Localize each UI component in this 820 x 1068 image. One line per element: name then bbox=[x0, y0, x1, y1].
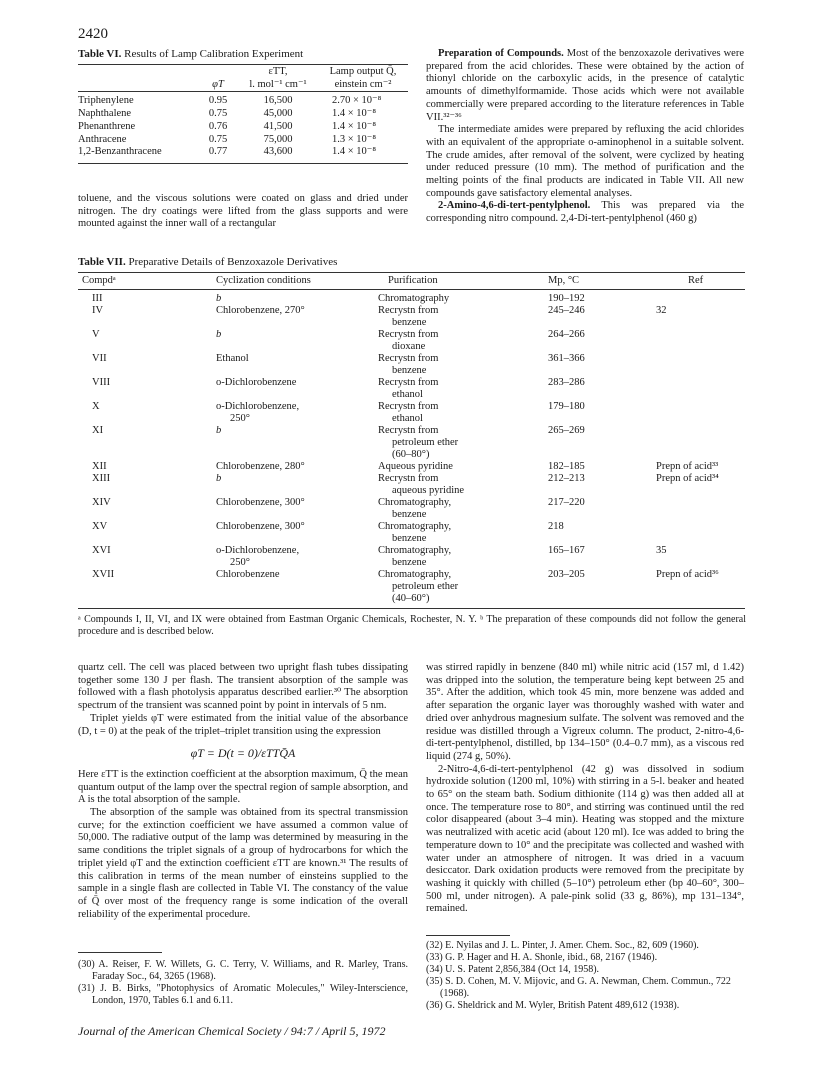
table6-header-row1 bbox=[78, 66, 408, 79]
prep-text: Most of the benzoxazole derivatives were prepared from the acid chlorides. These were obtained by the action of thionyl chloride on the carboxylic acids, in the presence of catalytic amounts of dimethylformamide. Those acids which were not available commercially were prepared according to the literature references in Table VII.³²⁻³⁶ bbox=[426, 48, 744, 123]
table7-row bbox=[78, 425, 745, 461]
table7-cell-cyclization bbox=[216, 521, 366, 545]
table7-purification-line: dioxane bbox=[392, 341, 426, 352]
table6-cell-lamp: 1.4 × 10⁻⁸ bbox=[332, 146, 376, 158]
table7-cell-compd: III bbox=[92, 293, 103, 304]
table6-header-eps-unit: l. mol⁻¹ cm⁻¹ bbox=[249, 78, 307, 90]
table7-cell-mp: 182–185 bbox=[548, 461, 585, 472]
table7-row bbox=[78, 353, 745, 377]
table6-cell-eps: 43,600 bbox=[263, 146, 293, 158]
table6-cell-eps: 41,500 bbox=[263, 120, 293, 132]
table6-cell-compound: Phenanthrene bbox=[78, 120, 136, 132]
table7-purification-line: Chromatography, bbox=[378, 521, 452, 532]
table7-purification-line: (40–60°) bbox=[392, 593, 430, 604]
table7-cell-cyclization bbox=[216, 461, 366, 473]
footnote-35: (35) S. D. Cohen, M. V. Mijovic, and G. A. Newman, Chem. Commun., 722 (1968). bbox=[426, 976, 731, 999]
table7-cell-purification bbox=[366, 353, 548, 377]
right-footnotes bbox=[426, 940, 746, 1012]
table7-cell-ref bbox=[656, 293, 745, 305]
table7-cyclization-line: b bbox=[216, 293, 222, 304]
table7-cyclization-line: Chlorobenzene, 300° bbox=[216, 521, 305, 532]
table7-header-mp: Mp, °C bbox=[548, 275, 580, 286]
table7-cell-compd: XII bbox=[92, 461, 107, 472]
table6-header-phi-blank bbox=[198, 66, 238, 79]
left-top-paragraph: toluene, and the viscous solutions were coated on glass and dried under nitrogen. The dry coatings were lifted from the glass supports and were mounted against the inner wall of a rectangular bbox=[78, 193, 408, 230]
table7-cell-ref: Prepn of acid³⁶ bbox=[656, 569, 719, 580]
triplet-equation: φT = D(t = 0)/εTTQ̄A bbox=[190, 746, 296, 761]
table6-row bbox=[78, 121, 408, 134]
table7-purification-line: Recrystn from bbox=[378, 473, 439, 484]
table7-cell-mp: 245–246 bbox=[548, 305, 585, 316]
absorption-paragraph: The absorption of the sample was obtained from its spectral transmission curve; for the extinction coefficient we have assumed a common value of 50,000. The radiative output of the lamp was determined by measuring in the same conditions the triplet signals of a group of hydrocarbons for which the triplet yield φT and the extinction coefficient εTT are known.³¹ The results of this calibration in terms of the mean number of einsteins supplied to the sample in a single flash are collected in Table VI. The constancy of the value of Q̄ over most of the frequency range is some indication of the overall reliability of the experimental procedure. bbox=[78, 807, 408, 920]
table7-cell-mp: 265–269 bbox=[548, 425, 585, 436]
table7-cell-purification bbox=[366, 569, 548, 605]
table7-cell-cyclization bbox=[216, 497, 366, 521]
table7-cyclization-line: Ethanol bbox=[216, 353, 249, 364]
table7-row bbox=[78, 569, 745, 605]
table7-cyclization-line: o-Dichlorobenzene, bbox=[216, 545, 300, 556]
table7-row bbox=[78, 473, 745, 497]
table7-cyclization-line: b bbox=[216, 473, 222, 484]
table7-cyclization-line: 250° bbox=[230, 557, 250, 568]
table6-cell-lamp: 1.4 × 10⁻⁸ bbox=[332, 108, 376, 120]
footnote-36: (36) G. Sheldrick and M. Wyler, British Patent 489,612 (1938). bbox=[426, 1000, 680, 1011]
table6-cell-phi: 0.95 bbox=[208, 95, 228, 107]
table6-row bbox=[78, 134, 408, 147]
table7-cell-ref: Prepn of acid³⁴ bbox=[656, 473, 719, 484]
table6-cell-phi: 0.77 bbox=[208, 146, 228, 158]
footnote-34: (34) U. S. Patent 2,856,384 (Oct 14, 1958). bbox=[426, 964, 600, 975]
table6-header-eps: εTT, bbox=[268, 66, 288, 77]
table7-cell-compd: XV bbox=[92, 521, 108, 532]
table6-row bbox=[78, 146, 408, 159]
table7-cell-compd: X bbox=[92, 401, 100, 412]
table7-cell-cyclization bbox=[216, 293, 366, 305]
table7-cell-cyclization bbox=[216, 305, 366, 329]
table7-cell-compd: IV bbox=[92, 305, 104, 316]
table7-purification-line: Chromatography bbox=[378, 293, 450, 304]
table7-purification-line: ethanol bbox=[392, 389, 423, 400]
table7-cell-compd: XI bbox=[92, 425, 104, 436]
page-number: 2420 bbox=[78, 26, 108, 42]
table7-cell-mp: 264–266 bbox=[548, 329, 585, 340]
table7-footnote: ᵃ Compounds I, II, VI, and IX were obtained from Eastman Organic Chemicals, Rochester, N. Y. ᵇ The preparation of these compounds did not follow the general procedure and is described below. bbox=[78, 614, 746, 637]
table6-header-row2 bbox=[78, 79, 408, 92]
table7-cell-purification bbox=[366, 473, 548, 497]
table7-row bbox=[78, 545, 745, 569]
table7 bbox=[78, 273, 745, 609]
table6-header-lamp-unit: einstein cm⁻² bbox=[334, 78, 392, 90]
table6-header-lamp: Lamp output Q̄, bbox=[329, 66, 397, 77]
table7-purification-line: benzene bbox=[392, 365, 427, 376]
table7-header-purification: Purification bbox=[388, 275, 438, 286]
table7-cell-purification bbox=[366, 401, 548, 425]
table7-cell-compd: VIII bbox=[92, 377, 111, 388]
prep-paragraph bbox=[426, 48, 744, 124]
table7-cell-mp: 283–286 bbox=[548, 377, 585, 388]
table7-cell-mp: 217–220 bbox=[548, 497, 585, 508]
right-top-text bbox=[426, 48, 744, 226]
amino-text: This was prepared via the corresponding nitro compound. 2,4-Di-tert-pentylphenol (460 g) bbox=[426, 200, 744, 225]
table7-purification-line: benzene bbox=[392, 533, 427, 544]
table6-caption-label: Table VI. bbox=[78, 48, 122, 60]
table7-purification-line: aqueous pyridine bbox=[392, 485, 465, 496]
table7-cyclization-line: Chlorobenzene, 300° bbox=[216, 497, 305, 508]
table7-cell-compd: XIV bbox=[92, 497, 111, 508]
left-bottom-text bbox=[78, 662, 408, 921]
table6-cell-compound: 1,2-Benzanthracene bbox=[78, 146, 162, 158]
table7-purification-line: Recrystn from bbox=[378, 329, 439, 340]
footnote-33: (33) G. P. Hager and H. A. Shonle, ibid., 68, 2167 (1946). bbox=[426, 952, 658, 963]
left-top-text bbox=[78, 193, 408, 231]
table6-top-rule bbox=[78, 64, 408, 65]
table7-cyclization-line: b bbox=[216, 329, 222, 340]
table7-cell-mp: 203–205 bbox=[548, 569, 585, 580]
table7-cell-ref bbox=[656, 425, 745, 461]
table7-cell-mp: 179–180 bbox=[548, 401, 585, 412]
table6-cell-lamp: 1.4 × 10⁻⁸ bbox=[332, 120, 376, 132]
table7-cell-cyclization bbox=[216, 569, 366, 605]
footnote-30: (30) A. Reiser, F. W. Willets, G. C. Terry, V. Williams, and R. Marley, Trans. Faraday Soc., 64, 3265 (1968). bbox=[78, 959, 408, 982]
table6-bottom-rule bbox=[78, 163, 408, 164]
table7-row bbox=[78, 461, 745, 473]
footnote-32: (32) E. Nyilas and J. L. Pinter, J. Amer. Chem. Soc., 82, 609 (1960). bbox=[426, 940, 699, 951]
definitions-paragraph: Here εTT is the extinction coefficient at the absorption maximum, Q̄ the mean quantum output of the lamp over the spectral region of sample absorption, and A is the total absorption of the sample. bbox=[78, 768, 408, 806]
table7-header-cyclization: Cyclization conditions bbox=[216, 275, 311, 286]
table7-purification-line: Recrystn from bbox=[378, 377, 439, 388]
table7-cyclization-line: o-Dichlorobenzene bbox=[216, 377, 297, 388]
table7-cell-ref bbox=[656, 497, 745, 521]
table7-cell-compd: XVII bbox=[92, 569, 115, 580]
right-bottom-text bbox=[426, 662, 744, 916]
table6-cell-phi: 0.75 bbox=[208, 108, 228, 120]
table7-cell-purification bbox=[366, 425, 548, 461]
table7-cell-ref: Prepn of acid³³ bbox=[656, 461, 719, 472]
table7-cell-compd: XVI bbox=[92, 545, 111, 556]
table6-cell-phi: 0.76 bbox=[208, 120, 228, 132]
table6-cell-phi: 0.75 bbox=[208, 133, 228, 145]
left-footnotes bbox=[78, 959, 408, 1007]
table7-cell-cyclization bbox=[216, 425, 366, 461]
table7-cell-mp: 212–213 bbox=[548, 473, 585, 484]
table7-cell-ref bbox=[656, 377, 745, 401]
table7-cell-purification bbox=[366, 497, 548, 521]
table6-row bbox=[78, 95, 408, 108]
table7-cell-compd: XIII bbox=[92, 473, 111, 484]
table7-purification-line: petroleum ether bbox=[392, 437, 459, 448]
table6 bbox=[78, 66, 408, 159]
table7-cell-cyclization bbox=[216, 545, 366, 569]
table7-caption-text: Preparative Details of Benzoxazole Derivatives bbox=[128, 256, 338, 268]
table6-cell-eps: 45,000 bbox=[263, 108, 293, 120]
table6-cell-eps: 16,500 bbox=[263, 95, 293, 107]
table7-cell-purification bbox=[366, 305, 548, 329]
table7-caption bbox=[78, 256, 748, 268]
table7-cell-ref: 35 bbox=[656, 545, 667, 556]
table7-row bbox=[78, 329, 745, 353]
table7-purification-line: ethanol bbox=[392, 413, 423, 424]
table7-cell-purification bbox=[366, 293, 548, 305]
table7-cyclization-line: o-Dichlorobenzene, bbox=[216, 401, 300, 412]
table7-cell-cyclization bbox=[216, 377, 366, 401]
table7-header-row bbox=[78, 273, 745, 290]
table6-caption-text: Results of Lamp Calibration Experiment bbox=[124, 48, 304, 60]
table7-cyclization-line: Chlorobenzene, 270° bbox=[216, 305, 305, 316]
table6-cell-lamp: 2.70 × 10⁻⁸ bbox=[332, 95, 382, 107]
table7-row bbox=[78, 497, 745, 521]
table6-cell-compound: Anthracene bbox=[78, 133, 127, 145]
table7-header-ref: Ref bbox=[688, 275, 704, 286]
table6-cell-lamp: 1.3 × 10⁻⁸ bbox=[332, 133, 376, 145]
table7-purification-line: Chromatography, bbox=[378, 545, 452, 556]
table7-cell-purification bbox=[366, 521, 548, 545]
table7-cell-cyclization bbox=[216, 353, 366, 377]
table7-cell-purification bbox=[366, 377, 548, 401]
table7-cell-ref bbox=[656, 521, 745, 545]
table7-row bbox=[78, 377, 745, 401]
nitration-paragraph: was stirred rapidly in benzene (840 ml) while nitric acid (157 ml, d 1.42) was dripped into the solution, the temperature being kept between 25 and 35°. After the addition, which took 45 min, more benzene was added and after separation the organic layer was thoroughly washed with water and dried over anhydrous magnesium sulfate. The solvent was removed and the residue was distilled through a Vigreux column. The product, 2-nitro-4,6-di-tert-pentylphenol, distilled, bp 134–150° (0.4–0.7 mm), as a viscous red liquid (274 g, 50%). bbox=[426, 662, 744, 762]
table7-cell-ref bbox=[656, 329, 745, 353]
amides-paragraph: The intermediate amides were prepared by refluxing the acid chlorides with an equivalent of the appropriate o-aminophenol in a suitable solvent. The crude amides, after removal of the solvent, were cyclized by heating under reduced pressure (10 mm). The method of purification and the melting points of the final products are indicated in Table VII. All new compounds gave satisfactory elemental analyses. bbox=[426, 124, 744, 199]
table6-header-phi: φT bbox=[212, 78, 224, 90]
table7-cell-mp: 218 bbox=[548, 521, 564, 532]
prep-heading: Preparation of Compounds. bbox=[438, 48, 564, 59]
table6-row bbox=[78, 108, 408, 121]
table7-cell-mp: 361–366 bbox=[548, 353, 585, 364]
table7-cyclization-line: Chlorobenzene bbox=[216, 569, 280, 580]
table7-cyclization-line: b bbox=[216, 425, 222, 436]
table7-cell-mp: 165–167 bbox=[548, 545, 585, 556]
table7-row bbox=[78, 305, 745, 329]
amino-paragraph bbox=[426, 200, 744, 225]
quartz-paragraph: quartz cell. The cell was placed between two upright flash tubes dissipating together some 130 J per flash. The transient absorption of the sample was followed with a flash photolysis apparatus described earlier.³⁰ The absorption spectrum of the transient was scanned point by point in intervals of 5 nm. bbox=[78, 662, 408, 712]
table7-header-compd: Compdᵃ bbox=[82, 275, 116, 286]
table7-cell-compd: V bbox=[92, 329, 100, 340]
table7-purification-line: Recrystn from bbox=[378, 425, 439, 436]
table7-cell-mp: 190–192 bbox=[548, 293, 585, 304]
triplet-paragraph: Triplet yields φT were estimated from the initial value of the absorbance (D, t = 0) at the peak of the triplet–triplet transition using the expression bbox=[78, 712, 408, 737]
table7-purification-line: Chromatography, bbox=[378, 497, 452, 508]
table7-cell-purification bbox=[366, 329, 548, 353]
table7-purification-line: benzene bbox=[392, 509, 427, 520]
table6-cell-compound: Triphenylene bbox=[78, 95, 134, 107]
table7-purification-line: Recrystn from bbox=[378, 353, 439, 364]
table7-cell-cyclization bbox=[216, 401, 366, 425]
left-footnote-rule bbox=[78, 952, 162, 953]
table7-cell-purification bbox=[366, 545, 548, 569]
table7-purification-line: Recrystn from bbox=[378, 401, 439, 412]
table7-row bbox=[78, 521, 745, 545]
right-footnote-rule bbox=[426, 935, 510, 936]
footnote-31: (31) J. B. Birks, "Photophysics of Aromatic Molecules," Wiley-Interscience, London, 1970, Tables 6.1 and 6.11. bbox=[78, 983, 408, 1006]
table7-purification-line: Recrystn from bbox=[378, 305, 439, 316]
table7-cell-cyclization bbox=[216, 473, 366, 497]
reduction-paragraph: 2-Nitro-4,6-di-tert-pentylphenol (42 g) was dissolved in sodium hydroxide solution (1200 ml, 10%) with stirring in a 5-l. beaker and heated to 65° on the steam bath. Sodium dithionite (114 g) was then added all at once. The temperature rose to 80°, and stirring was continued until the red color disappeared (about 3–4 min). Heating was stopped and the mixture was neutralized with acetic acid (about 120 ml). Ice was added to bring the temperature down to 10° and the precipitate was collected and washed with water under an atmosphere of nitrogen. It was dried in a vacuum desiccator. Dark oxidation products were removed from the precipitate by washing it quickly with chilled (5–10°) petroleum ether (bp 40–60°, 300–500 ml, under nitrogen). A pale-pink solid (33 g, 86%), mp 131–134°, remained. bbox=[426, 763, 744, 915]
table7-cyclization-line: 250° bbox=[230, 413, 250, 424]
amino-heading: 2-Amino-4,6-di-tert-pentylphenol. bbox=[438, 200, 591, 212]
table7-cell-purification bbox=[366, 461, 548, 473]
table7-cell-compd: VII bbox=[92, 353, 107, 364]
table7-cell-ref bbox=[656, 401, 745, 425]
table7-purification-line: Chromatography, bbox=[378, 569, 452, 580]
journal-footer: Journal of the American Chemical Society / 94:7 / April 5, 1972 bbox=[78, 1024, 386, 1038]
table7-purification-line: petroleum ether bbox=[392, 581, 459, 592]
table6-cell-eps: 75,000 bbox=[263, 133, 293, 145]
table7-cell-cyclization bbox=[216, 329, 366, 353]
table7-cyclization-line: Chlorobenzene, 280° bbox=[216, 461, 305, 472]
table7-row bbox=[78, 401, 745, 425]
table6-caption bbox=[78, 48, 408, 60]
table7-cell-ref: 32 bbox=[656, 305, 667, 316]
table7-purification-line: Aqueous pyridine bbox=[378, 461, 453, 472]
table7-purification-line: (60–80°) bbox=[392, 449, 430, 460]
table6-cell-compound: Naphthalene bbox=[78, 108, 132, 120]
table7-cell-ref bbox=[656, 353, 745, 377]
table7-purification-line: benzene bbox=[392, 557, 427, 568]
table7-row bbox=[78, 293, 745, 305]
table7-caption-label: Table VII. bbox=[78, 256, 126, 268]
table7-purification-line: benzene bbox=[392, 317, 427, 328]
table6-header-empty bbox=[78, 66, 198, 79]
